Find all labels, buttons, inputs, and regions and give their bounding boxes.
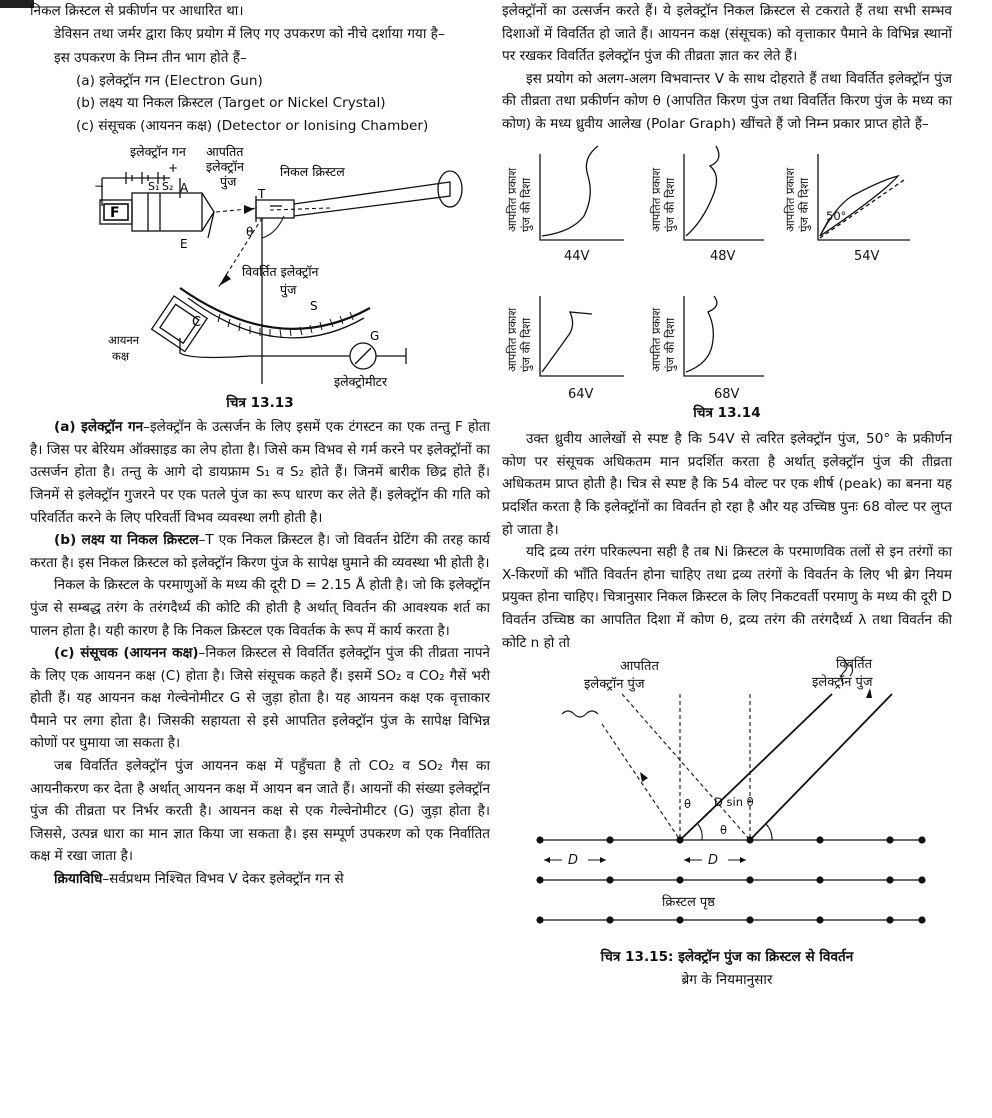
label-theta-2: θ: [720, 823, 728, 838]
left-column: [30, 0, 490, 891]
label-D-right: D: [708, 853, 719, 869]
text-electron-gun: –इलेक्ट्रॉन के उत्सर्जन के लिए इसमें एक टंगस्टन का एक तन्तु F होता है। जिस पर बेरियम ऑक्साइड का लेप होता है। जिसे कम विभव से गर्म करने पर इलेक्ट्रॉनों का उत्सर्जन होता है। तन्तु के आगे दो डायफ्राम S₁ व S₂ होते हैं। जिनमें बारीक छिद्र होते हैं। जिनमें से इलेक्ट्रॉन गुजरने पर एक पतले पुंज का रूप धारण कर लेते हैं। इलेक्ट्रॉन की गति को परिवर्तित करने के लिए परिवर्ती विभव व्यवस्था लगी होती है।: [30, 419, 490, 526]
label-D-left: D: [568, 853, 579, 869]
label-54V: 54V: [854, 248, 880, 264]
heading-detector: (c) संसूचक (आयनन कक्ष): [54, 645, 199, 662]
label-T: T: [258, 186, 266, 201]
label-F: F: [110, 204, 120, 221]
label-minus: −: [94, 178, 105, 193]
page-corner-tab: [0, 0, 34, 8]
figure-13-14-polar-graphs: [502, 136, 952, 406]
label-theta-1: θ: [684, 797, 692, 812]
figure-13-15-bragg-diagram: [502, 654, 952, 950]
label-crystal-surface: क्रिस्टल पृष्ठ: [662, 895, 715, 911]
label-theta: θ: [246, 224, 254, 239]
figure-13-13-caption: चित्र 13.13: [226, 394, 294, 411]
label-incident-2: इलेक्ट्रॉन: [206, 158, 244, 174]
label-scattered-2: पुंज: [280, 281, 297, 297]
label-48V: 48V: [710, 248, 736, 264]
label-50-deg: 50°: [826, 208, 847, 223]
ylabel-54-2: पुंज की दिशा: [797, 177, 811, 232]
label-44V: 44V: [564, 248, 590, 264]
label-electrometer: इलेक्ट्रोमीटर: [334, 373, 388, 389]
right-para-4: यदि द्रव्य तरंग परिकल्पना सही है तब Ni क्रिस्टल के परमाणविक तलों से इन तरंगों का X-किरणों की भाँति विवर्तन होना चाहिए तथा द्रव्य तरंगों के विवर्तन के लिए भी ब्रेग नियम प्रयुक्त होना चाहिए। चित्रानुसार निकल क्रिस्टल के लिए निकटवर्ती परमाणु के मध्य की दूरी D विवर्तन उच्चिष्ठ का आपतित दिशा में कोण θ, द्रव्य तरंग की तरंगदैर्ध्य λ तथा विवर्तन की कोटि n हो तो: [502, 544, 952, 651]
para-atomic-distance: निकल के क्रिस्टल के परमाणुओं के मध्य की दूरी D = 2.15 Å होती है। जो कि इलेक्ट्रॉन पुंज से सम्बद्ध तरंग के तरंगदैर्ध्य की कोटि की होती है अर्थात् विवर्तन की आवश्यक शर्त का पालन होता है। यही कारण है कि निकल क्रिस्टल एक विवर्तक के रूप में कार्य करता है।: [30, 577, 490, 639]
label-diffracted-2: इलेक्ट्रॉन पुंज: [812, 675, 873, 691]
left-para-1: निकल क्रिस्टल से प्रकीर्णन पर आधारित था।: [30, 3, 244, 19]
label-64V: 64V: [568, 386, 594, 402]
label-E: E: [180, 236, 188, 251]
text-procedure: –सर्वप्रथम निश्चित विभव V देकर इलेक्ट्रॉन गन से: [102, 871, 344, 888]
label-D-sin-theta: D sin θ: [714, 795, 754, 810]
label-G: G: [370, 328, 380, 343]
label-68V: 68V: [714, 386, 740, 402]
list-item-a: (a) इलेक्ट्रॉन गन (Electron Gun): [76, 72, 263, 89]
label-incident-2: इलेक्ट्रॉन पुंज: [584, 677, 645, 693]
list-item-b: (b) लक्ष्य या निकल क्रिस्टल (Target or Nickel Crystal): [76, 95, 386, 112]
right-para-2: इस प्रयोग को अलग-अलग विभवान्तर V के साथ दोहराते हैं तथा विवर्तित इलेक्ट्रॉन पुंज की तीव्रता तथा प्रकीर्णन कोण θ (आपतित किरण पुंज तथा विवर्तित किरण पुंज के मध्य का कोण) के मध्य ध्रुवीय आलेख (Polar Graph) खींचते हैं जो निम्न प्रकार प्राप्त होते हैं–: [502, 70, 952, 132]
para-detector: [30, 642, 490, 755]
ylabel-64-1: आपतित प्रकाश: [505, 307, 519, 372]
ylabel-48-1: आपतित प्रकाश: [649, 167, 663, 232]
label-S1: S₁: [148, 179, 160, 193]
label-incident-1: आपतित: [206, 143, 244, 159]
right-column: [502, 0, 952, 991]
ylabel-68-1: आपतित प्रकाश: [649, 307, 663, 372]
ylabel-54-1: आपतित प्रकाश: [783, 167, 797, 232]
label-scattered-1: विवर्तित इलेक्ट्रॉन: [242, 263, 319, 279]
para-ionisation: जब विवर्तित इलेक्ट्रॉन पुंज आयनन कक्ष में पहुँचता है तो CO₂ व SO₂ गैस का आयनीकरण कर देता है अर्थात् आयनन कक्ष में आयन बन जाते हैं। आयनों की संख्या इलेक्ट्रॉन पुंज की तीव्रता पर निर्भर करती है। आयनन कक्ष से एक गेल्वेनोमीटर (G) जुड़ा होता है। जिससे, उत्पन्न धारा का मान ज्ञात किया जा सकता है। इस सम्पूर्ण उपकरण को एक निर्वातित कक्ष में रखा जाता है।: [30, 758, 490, 865]
label-C: C: [192, 314, 202, 330]
heading-procedure: क्रियाविधि: [54, 871, 103, 888]
label-electron-gun: इलेक्ट्रॉन गन: [130, 143, 186, 159]
left-para-3: इस उपकरण के निम्न तीन भाग होते हैं–: [54, 50, 247, 67]
label-incident-1: आपतित: [620, 659, 659, 675]
ylabel-44-1: आपतित प्रकाश: [505, 167, 519, 232]
label-S2: S₂: [162, 179, 174, 193]
ylabel-48-2: पुंज की दिशा: [663, 177, 677, 232]
figure-13-14-caption: चित्र 13.14: [693, 404, 761, 421]
ylabel-44-2: पुंज की दिशा: [519, 177, 533, 232]
ylabel-68-2: पुंज की दिशा: [663, 317, 677, 372]
label-diffracted-1: विवर्तित: [836, 657, 873, 673]
right-para-1: इलेक्ट्रॉनों का उत्सर्जन करते हैं। ये इलेक्ट्रॉन निकल क्रिस्टल से टकराते हैं तथा सभी सम्भव दिशाओं में विवर्तित हो जाते हैं। आयनन कक्ष (संसूचक) को वृत्ताकार पैमाने के विभिन्न स्थानों पर रखकर विवर्तित इलेक्ट्रॉन पुंज की तीव्रता ज्ञात कर लेते हैं।: [502, 3, 952, 65]
text-target: –T एक निकल क्रिस्टल है। जो विवर्तन ग्रेटिंग की तरह कार्य करता है। इस निकल क्रिस्टल को इलेक्ट्रॉन किरण पुंज के सापेक्ष घुमाने की व्यवस्था भी होती है।: [30, 532, 490, 571]
figure-13-15-caption: चित्र 13.15: इलेक्ट्रॉन पुंज का क्रिस्टल से विवर्तन: [600, 949, 854, 966]
label-incident-3: पुंज: [220, 173, 237, 189]
list-item-c: (c) संसूचक (आयनन कक्ष) (Detector or Ionising Chamber): [76, 117, 429, 134]
label-chamber-2: कक्ष: [112, 348, 130, 363]
para-procedure: [30, 868, 490, 891]
left-para-2: डेविसन तथा जर्मर द्वारा किए प्रयोग में लिए गए उपकरण को नीचे दर्शाया गया है–: [54, 25, 445, 42]
para-target: [30, 529, 490, 574]
figure-13-15-subcaption: ब्रेग के नियमानुसार: [681, 971, 773, 988]
label-plus: +: [168, 160, 179, 175]
label-S: S: [310, 298, 318, 313]
label-chamber-1: आयनन: [108, 332, 140, 347]
heading-target: (b) लक्ष्य या निकल क्रिस्टल: [54, 532, 199, 549]
heading-electron-gun: (a) इलेक्ट्रॉन गन: [54, 419, 144, 436]
right-para-3: उक्त ध्रुवीय आलेखों से स्पष्ट है कि 54V से त्वरित इलेक्ट्रॉन पुंज, 50° के प्रकीर्णन कोण पर संसूचक अधिकतम मान प्रदर्शित करता है अर्थात् इलेक्ट्रॉन पुंज की तीव्रता अधिकतम प्राप्त होती है। चित्र से स्पष्ट है कि 54 वोल्ट पर एक शीर्ष (peak) का बनना यह प्रदर्शित करता है कि इलेक्ट्रॉनों का विवर्तन हो रहा है और यह उच्चिष्ठ पुनः 68 वोल्ट पर लुप्त हो जाता है।: [502, 431, 952, 538]
text-detector: –निकल क्रिस्टल से विवर्तित इलेक्ट्रॉन पुंज की तीव्रता नापने के लिए एक आयनन कक्ष (C) होता है। जिसे संसूचक कहते हैं। इसमें SO₂ व CO₂ गैसें भरी होती हैं। यह आयनन कक्ष गेल्वेनोमीटर G से जुड़ा होता है। यह आयनन कक्ष एक वृत्ताकार पैमाने पर लगा होता है। जिसकी सहायता से इसे आपतित इलेक्ट्रॉन पुंज के सापेक्ष विभिन्न कोणों पर घुमाया जा सकता है।: [30, 645, 490, 752]
figure-13-13-apparatus: [30, 138, 490, 398]
ylabel-64-2: पुंज की दिशा: [519, 317, 533, 372]
label-nickel-crystal: निकल क्रिस्टल: [280, 163, 345, 179]
para-electron-gun: [30, 416, 490, 529]
label-A: A: [180, 180, 189, 195]
